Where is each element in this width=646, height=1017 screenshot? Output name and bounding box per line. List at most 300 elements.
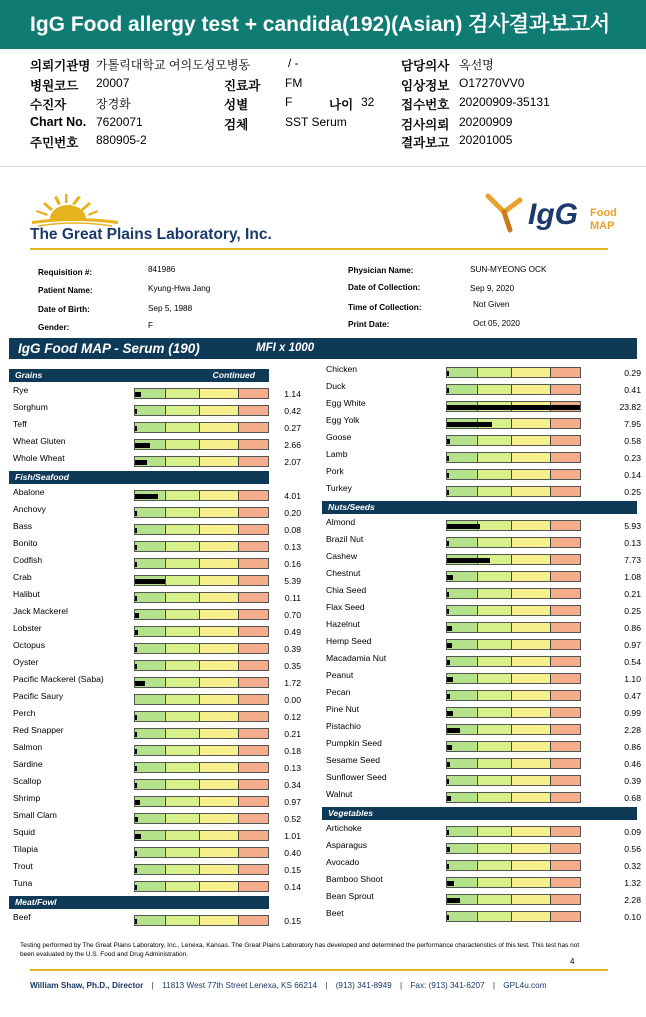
result-bar [134, 830, 269, 841]
result-bar [446, 401, 581, 412]
result-row [13, 520, 323, 537]
result-bar-fill [135, 817, 138, 822]
result-bar [446, 877, 581, 888]
result-value: 0.25 [624, 606, 641, 616]
result-bar [446, 911, 581, 922]
req-label-collection-date: Date of Collection: [348, 283, 421, 292]
result-bar [446, 571, 581, 582]
result-bar [134, 422, 269, 433]
result-row [326, 703, 641, 720]
result-row [13, 588, 323, 605]
req-value-gender: F [148, 321, 154, 330]
meta-label-receipt-no: 접수번호 [401, 98, 450, 112]
meta-value-hospital-code: 20007 [96, 76, 130, 90]
result-value: 23.82 [619, 402, 641, 412]
result-row [326, 465, 641, 482]
result-row [13, 401, 323, 418]
result-row [326, 873, 641, 890]
result-bar [446, 894, 581, 905]
result-row [13, 877, 323, 894]
result-bar [134, 575, 269, 586]
result-row [326, 754, 641, 771]
result-row [326, 771, 641, 788]
result-value: 0.49 [284, 627, 301, 637]
result-bar [446, 486, 581, 497]
result-bar-fill [135, 715, 137, 720]
result-bar [134, 915, 269, 926]
food-name: Teff [13, 419, 27, 429]
result-value: 0.13 [624, 538, 641, 548]
meta-label-patient: 수진자 [30, 98, 67, 112]
result-value: 0.47 [624, 691, 641, 701]
meta-label-clinical-info: 임상정보 [401, 79, 450, 93]
result-bar [134, 643, 269, 654]
food-name: Chicken [326, 364, 358, 374]
result-bar-fill [135, 613, 139, 618]
result-row [326, 584, 641, 601]
result-row [13, 537, 323, 554]
result-value: 0.97 [624, 640, 641, 650]
result-value: 0.15 [284, 865, 301, 875]
food-name: Jack Mackerel [13, 606, 68, 616]
result-bar [134, 524, 269, 535]
result-bar [446, 860, 581, 871]
result-value: 1.32 [624, 878, 641, 888]
result-bar [446, 554, 581, 565]
req-label-physician: Physician Name: [348, 266, 414, 275]
result-bar [446, 758, 581, 769]
result-bar-fill [135, 562, 137, 567]
result-value: 1.10 [624, 674, 641, 684]
result-value: 4.01 [284, 491, 301, 501]
result-row [13, 690, 323, 707]
footer-address: 11813 West 77th Street Lenexa, KS 66214 [162, 981, 317, 990]
result-row [13, 758, 323, 775]
result-row [13, 673, 323, 690]
meta-label-chart-no: Chart No. [30, 115, 87, 129]
result-bar-fill [135, 460, 147, 465]
food-name: Pumpkin Seed [326, 738, 382, 748]
gold-rule-bottom [30, 969, 608, 971]
result-bar [446, 843, 581, 854]
result-bar [134, 507, 269, 518]
result-row [326, 856, 641, 873]
result-bar-fill [447, 830, 449, 835]
meta-label-sex: 성별 [224, 98, 249, 112]
result-bar-fill [135, 545, 137, 550]
result-value: 0.54 [624, 657, 641, 667]
result-value: 1.01 [284, 831, 301, 841]
result-value: 0.08 [284, 525, 301, 535]
meta-label-request-date: 검사의뢰 [401, 118, 450, 132]
result-bar-fill [135, 528, 137, 533]
meta-label-physician: 담당의사 [401, 59, 450, 73]
result-value: 0.52 [284, 814, 301, 824]
result-row [326, 635, 641, 652]
result-row [13, 554, 323, 571]
food-name: Duck [326, 381, 346, 391]
result-row [13, 571, 323, 588]
result-value: 0.46 [624, 759, 641, 769]
result-bar [134, 439, 269, 450]
footer-web[interactable]: GPL4u.com [503, 981, 547, 990]
result-row [13, 452, 323, 469]
result-bar-fill [447, 643, 452, 648]
req-label-print-date: Print Date: [348, 320, 390, 329]
food-name: Bean Sprout [326, 891, 374, 901]
result-bar-fill [447, 541, 449, 546]
result-bar [446, 452, 581, 463]
result-bar-fill [135, 579, 165, 584]
result-value: 2.66 [284, 440, 301, 450]
result-bar-fill [135, 443, 150, 448]
food-name: Pecan [326, 687, 351, 697]
result-value: 1.72 [284, 678, 301, 688]
result-row [13, 809, 323, 826]
result-bar-fill [135, 681, 145, 686]
result-value: 0.39 [624, 776, 641, 786]
result-bar [446, 792, 581, 803]
result-bar [446, 469, 581, 480]
food-name: Salmon [13, 742, 43, 752]
food-name: Oyster [13, 657, 39, 667]
food-name: Peanut [326, 670, 354, 680]
result-bar [446, 656, 581, 667]
result-bar [134, 660, 269, 671]
food-name: Hazelnut [326, 619, 360, 629]
result-row [13, 724, 323, 741]
result-bar-fill [447, 524, 480, 529]
result-bar [446, 435, 581, 446]
food-name: Red Snapper [13, 725, 64, 735]
disclaimer-footnote: Testing performed by The Great Plains Laboratory, Inc., Lenexa, Kansas. The Great Plains Laboratory has developed and determined the performance characteristics of this test. This test has not been evaluated by the U.S. Food and Drug Administration. [20, 942, 580, 958]
result-row [326, 669, 641, 686]
panel-title: IgG Food MAP - Serum (190) [18, 341, 200, 356]
result-value: 0.86 [624, 623, 641, 633]
result-bar-fill [447, 728, 460, 733]
req-value-collection-date: Sep 9, 2020 [470, 284, 515, 293]
result-value: 0.70 [284, 610, 301, 620]
result-bar-fill [447, 779, 449, 784]
food-name: Tuna [13, 878, 33, 888]
food-name: Sardine [13, 759, 43, 769]
result-value: 0.23 [624, 453, 641, 463]
result-value: 0.14 [284, 882, 301, 892]
result-bar [134, 592, 269, 603]
section-continued-label: Continued [212, 370, 255, 380]
igg-logo-map: MAP [590, 220, 615, 232]
panel-unit: MFI x 1000 [256, 342, 315, 354]
result-bar [134, 694, 269, 705]
result-row [326, 839, 641, 856]
lab-name: The Great Plains Laboratory, Inc. [30, 226, 272, 243]
food-name: Tilapia [13, 844, 38, 854]
result-value: 0.97 [284, 797, 301, 807]
result-value: 7.73 [624, 555, 641, 565]
result-bar-fill [447, 762, 450, 767]
food-name: Pine Nut [326, 704, 359, 714]
result-bar-fill [135, 800, 140, 805]
food-name: Anchovy [13, 504, 46, 514]
result-value: 0.29 [624, 368, 641, 378]
req-label-gender: Gender: [38, 323, 70, 332]
result-bar [134, 490, 269, 501]
result-value: 0.68 [624, 793, 641, 803]
food-name: Goose [326, 432, 352, 442]
food-name: Small Clam [13, 810, 57, 820]
result-bar [446, 741, 581, 752]
food-name: Beef [13, 912, 31, 922]
result-value: 5.93 [624, 521, 641, 531]
result-bar [134, 388, 269, 399]
result-row [326, 550, 641, 567]
result-bar-fill [135, 409, 137, 414]
result-value: 0.14 [624, 470, 641, 480]
result-row [326, 601, 641, 618]
meta-value-clinical-info: O17270VV0 [459, 76, 525, 90]
result-value: 1.08 [624, 572, 641, 582]
result-row [13, 605, 323, 622]
req-value-physician: SUN-MYEONG OCK [470, 265, 547, 274]
result-bar [134, 762, 269, 773]
result-row [326, 890, 641, 907]
meta-value-specimen: SST Serum [285, 115, 347, 129]
result-row [326, 652, 641, 669]
result-row [326, 482, 641, 499]
result-bar [134, 609, 269, 620]
result-bar-fill [447, 490, 449, 495]
result-bar-fill [447, 915, 449, 920]
meta-value-request-date: 20200909 [459, 115, 513, 129]
food-name: Sunflower Seed [326, 772, 387, 782]
footer-fax: Fax: (913) 341-6207 [410, 981, 485, 990]
result-value: 0.42 [284, 406, 301, 416]
result-value: 0.27 [284, 423, 301, 433]
food-name: Abalone [13, 487, 45, 497]
igg-logo-text: IgG [528, 198, 578, 231]
result-bar-fill [447, 847, 450, 852]
result-bar [134, 558, 269, 569]
result-value: 0.13 [284, 542, 301, 552]
food-name: Avocado [326, 857, 360, 867]
food-name: Almond [326, 517, 356, 527]
result-row [326, 431, 641, 448]
result-value: 0.86 [624, 742, 641, 752]
meta-label-report-date: 결과보고 [401, 136, 450, 150]
result-bar-fill [447, 473, 449, 478]
result-bar [446, 537, 581, 548]
food-name: Octopus [13, 640, 46, 650]
result-row [13, 639, 323, 656]
req-label-collection-time: Time of Collection: [348, 303, 422, 312]
result-row [326, 720, 641, 737]
result-value: 0.21 [624, 589, 641, 599]
section-header: Meat/Fowl [9, 896, 269, 909]
section-header: Fish/Seafood [9, 471, 269, 484]
result-value: 0.15 [284, 916, 301, 926]
req-value-dob: Sep 5, 1988 [148, 304, 193, 313]
result-row [13, 792, 323, 809]
result-bar-fill [447, 711, 453, 716]
meta-label-specimen: 검체 [224, 118, 249, 132]
result-bar [446, 690, 581, 701]
result-bar-fill [447, 609, 449, 614]
panel-header [9, 338, 637, 359]
result-row [13, 775, 323, 792]
food-name: Flax Seed [326, 602, 365, 612]
report-title: IgG Food allergy test + candida(192)(Asian) 검사결과보고서 [0, 0, 646, 49]
result-bar-fill [447, 371, 449, 376]
result-value: 0.12 [284, 712, 301, 722]
food-name: Pork [326, 466, 344, 476]
result-row [326, 822, 641, 839]
result-value: 0.41 [624, 385, 641, 395]
result-bar [134, 626, 269, 637]
food-name: Scallop [13, 776, 42, 786]
result-bar-fill [447, 660, 450, 665]
meta-label-institution: 의뢰기관명 [30, 59, 91, 73]
result-row [326, 414, 641, 431]
food-name: Pacific Mackerel (Saba) [13, 674, 104, 684]
result-bar-fill [135, 732, 137, 737]
req-value-print-date: Oct 05, 2020 [473, 319, 520, 328]
section-header: Grains Continued [9, 369, 269, 382]
food-name: Bamboo Shoot [326, 874, 383, 884]
result-bar-fill [447, 575, 453, 580]
food-name: Cashew [326, 551, 358, 561]
result-value: 0.20 [284, 508, 301, 518]
result-bar-fill [135, 834, 141, 839]
lab-footer: William Shaw, Ph.D., Director | 11813 West 77th Street Lenexa, KS 66214 | (913) 341-8949 | Fax: (913) 341-6207 | GPL4u.com [30, 981, 547, 990]
result-row [326, 380, 641, 397]
food-name: Lobster [13, 623, 42, 633]
result-value: 2.07 [284, 457, 301, 467]
result-bar-fill [447, 626, 452, 631]
food-name: Whole Wheat [13, 453, 65, 463]
result-bar-fill [135, 494, 158, 499]
result-bar [134, 405, 269, 416]
result-row [326, 533, 641, 550]
meta-value-resident-no: 880905-2 [96, 133, 147, 147]
result-bar-fill [447, 558, 490, 563]
result-row [13, 843, 323, 860]
result-row [326, 363, 641, 380]
result-bar [446, 605, 581, 616]
food-name: Artichoke [326, 823, 362, 833]
page-number: 4 [570, 957, 575, 966]
igg-logo-food: Food [590, 207, 617, 219]
result-value: 0.11 [284, 593, 301, 603]
result-row [13, 707, 323, 724]
result-value: 0.34 [284, 780, 301, 790]
result-row [326, 686, 641, 703]
section-header: Vegetables [322, 807, 637, 820]
food-name: Egg Yolk [326, 415, 360, 425]
result-row [326, 516, 641, 533]
result-row [326, 737, 641, 754]
food-name: Walnut [326, 789, 353, 799]
food-name: Brazil Nut [326, 534, 364, 544]
result-bar [134, 677, 269, 688]
result-bar [134, 864, 269, 875]
result-value: 0.18 [284, 746, 301, 756]
result-row [326, 448, 641, 465]
result-bar-fill [447, 864, 449, 869]
meta-value-patient: 장경화 [96, 97, 131, 111]
result-row [326, 567, 641, 584]
result-value: 0.40 [284, 848, 301, 858]
result-bar-fill [135, 664, 137, 669]
food-name: Bass [13, 521, 33, 531]
result-row [13, 622, 323, 639]
result-value: 0.09 [624, 827, 641, 837]
result-value: 0.21 [284, 729, 301, 739]
food-name: Crab [13, 572, 32, 582]
result-bar [134, 728, 269, 739]
result-bar [134, 796, 269, 807]
result-value: 5.39 [284, 576, 301, 586]
food-name: Shrimp [13, 793, 41, 803]
result-value: 0.16 [284, 559, 301, 569]
req-label-patient: Patient Name: [38, 286, 93, 295]
result-bar-fill [447, 439, 450, 444]
result-bar-fill [447, 405, 581, 410]
result-bar-fill [447, 677, 453, 682]
meta-label-resident-no: 주민번호 [30, 136, 79, 150]
result-bar [134, 813, 269, 824]
result-bar-fill [135, 511, 137, 516]
result-bar-fill [135, 647, 137, 652]
result-row [326, 907, 641, 924]
food-name: Halibut [13, 589, 40, 599]
result-value: 7.95 [624, 419, 641, 429]
meta-value-report-date: 20201005 [459, 133, 513, 147]
meta-label-age: 나이 [329, 98, 354, 112]
result-row [13, 860, 323, 877]
result-bar-fill [135, 868, 137, 873]
result-bar [134, 779, 269, 790]
meta-value-physician: 옥선명 [459, 58, 494, 72]
footer-director: William Shaw, Ph.D., Director [30, 981, 144, 990]
food-name: Lamb [326, 449, 348, 459]
sun-logo-icon [30, 193, 120, 227]
result-bar-fill [447, 592, 449, 597]
result-row [326, 788, 641, 805]
result-bar-fill [447, 745, 452, 750]
result-value: 0.25 [624, 487, 641, 497]
meta-value-institution-extra: / - [288, 56, 299, 70]
result-bar [134, 881, 269, 892]
result-bar [446, 520, 581, 531]
result-bar-fill [135, 630, 138, 635]
result-bar [446, 707, 581, 718]
food-name: Pacific Saury [13, 691, 64, 701]
result-value: 0.13 [284, 763, 301, 773]
meta-label-hospital-code: 병원코드 [30, 79, 79, 93]
req-value-patient: Kyung-Hwa Jang [148, 284, 211, 293]
result-bar-fill [447, 422, 492, 427]
result-value: 2.28 [624, 895, 641, 905]
result-bar [134, 745, 269, 756]
food-name: Chia Seed [326, 585, 367, 595]
meta-value-institution: 가톨릭대학교 여의도성모병동 [96, 58, 251, 72]
req-label-dob: Date of Birth: [38, 305, 90, 314]
result-value: 2.28 [624, 725, 641, 735]
result-bar [446, 588, 581, 599]
result-bar-fill [135, 885, 137, 890]
result-value: 0.56 [624, 844, 641, 854]
req-value-number: 841986 [148, 265, 176, 274]
